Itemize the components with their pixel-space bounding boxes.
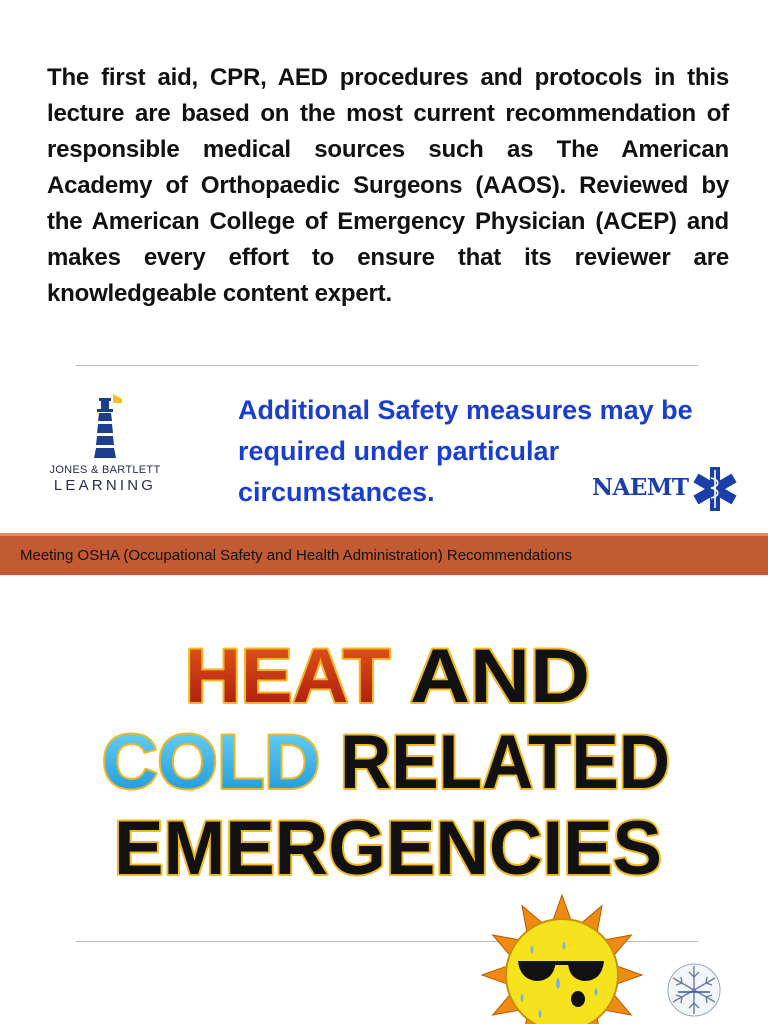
slide-title [0, 630, 768, 910]
naemt-wordmark: NAEMT [592, 474, 689, 501]
jones-bartlett-logo [40, 392, 170, 502]
naemt-logo [592, 464, 742, 514]
star-of-life-icon [692, 464, 738, 514]
title-word-heat: HEAT [185, 634, 390, 719]
jones-bartlett-wordmark: JONES & BARTLETT [49, 464, 161, 476]
safety-note: Additional Safety measures may be required under particular circumstances. [238, 395, 693, 507]
osha-banner [0, 533, 768, 575]
sweating-sun-icon [480, 893, 650, 1024]
title-word-related: RELATED [340, 720, 670, 805]
title-word-cold: COLD [102, 720, 320, 805]
banner-text: Meeting OSHA (Occupational Safety and Health Administration) Recommendations [20, 547, 572, 564]
snowflake-icon [666, 962, 722, 1018]
lighthouse-icon [86, 392, 124, 462]
learning-wordmark: LEARNING [53, 477, 157, 494]
title-word-and: AND [410, 634, 590, 719]
disclaimer-paragraph: The first aid, CPR, AED procedures and protocols in this lecture are based on the most current recommendation of responsible medical sources such as The American Academy of Orthopaedic Surgeons (AAOS). Reviewed by the American College of Emergency Physician (ACEP) and makes every effort to ensure that its reviewer are knowledgeable content expert. [47, 64, 729, 307]
divider-top [76, 365, 698, 366]
title-word-emergencies: EMERGENCIES [114, 806, 662, 891]
